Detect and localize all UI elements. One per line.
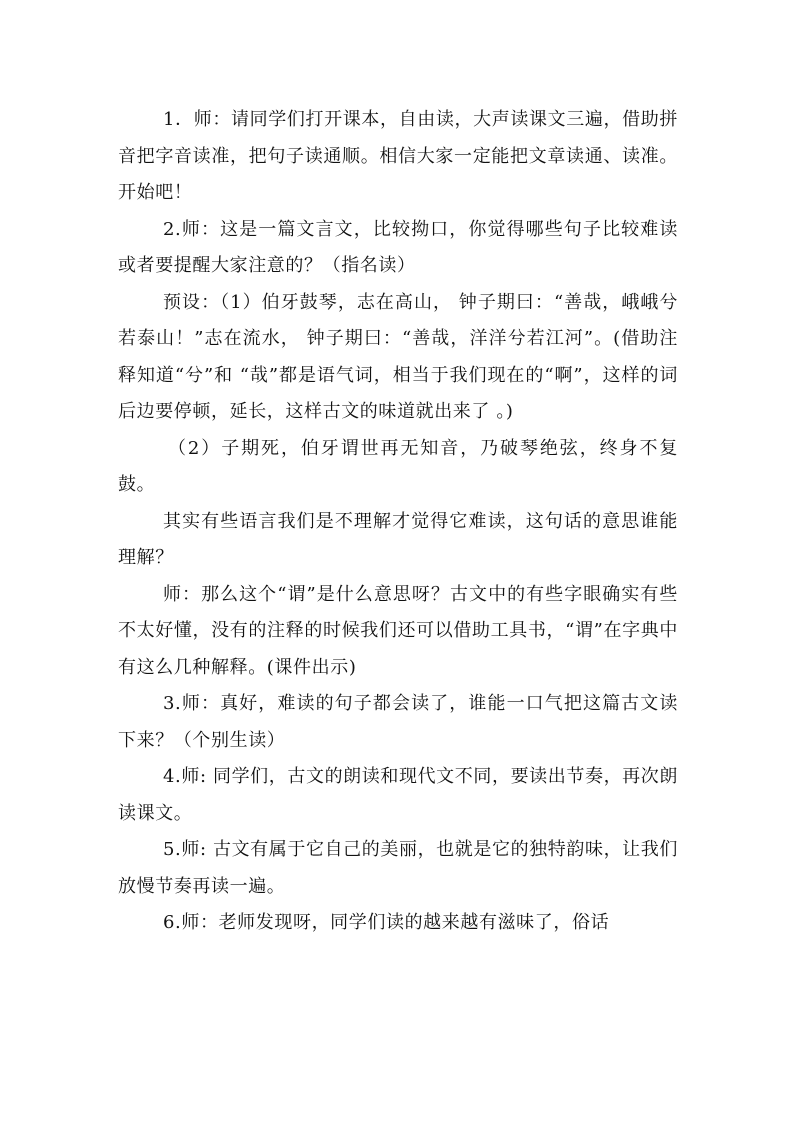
paragraph-step-1: 1．师：请同学们打开课本，自由读，大声读课文三遍，借助拼音把字音读准，把句子读通顺。相信大家一定能把文章读通、读准。开始吧！: [118, 109, 678, 203]
paragraph-step-3: 3.师：真好，难读的句子都会读了，谁能一口气把这篇古文读下来？（个别生读）: [118, 693, 678, 751]
paragraph-step-6: 6.师：老师发现呀，同学们读的越来越有滋味了，俗话: [163, 912, 610, 933]
paragraph-question: 其实有些语言我们是不理解才觉得它难读，这句话的意思谁能理解？: [118, 510, 678, 568]
paragraph-step-4: 4.师: 同学们，古文的朗读和现代文不同，要读出节奏，再次朗读课文。: [118, 766, 678, 824]
paragraph-preset-1: 预设：（1）伯牙鼓琴，志在高山， 钟子期曰：“善哉，峨峨兮若泰山！”志在流水， 钟子期曰：“善哉，洋洋兮若江河”。(借助注释知道“兮”和 “哉”都是语气词，相当于我们现在的“啊”，这样的词后边要停顿，延长，这样古文的味道就出来了 。): [118, 291, 678, 422]
paragraph-step-5: 5.师: 古文有属于它自己的美丽，也就是它的独特韵味，让我们放慢节奏再读一遍。: [118, 839, 678, 897]
paragraph-step-2: 2.师：这是一篇文言文，比较拗口，你觉得哪些句子比较难读或者要提醒大家注意的？（指名读）: [118, 218, 678, 276]
paragraph-teacher-explanation: 师：那么这个“谓”是什么意思呀？古文中的有些字眼确实有些不太好懂，没有的注释的时候我们还可以借助工具书，“谓”在字典中有这么几种解释。(课件出示): [118, 583, 678, 678]
document-body: [118, 102, 678, 942]
paragraph-preset-2: （2）子期死，伯牙谓世再无知音，乃破琴绝弦，终身不复鼓。: [118, 437, 678, 495]
